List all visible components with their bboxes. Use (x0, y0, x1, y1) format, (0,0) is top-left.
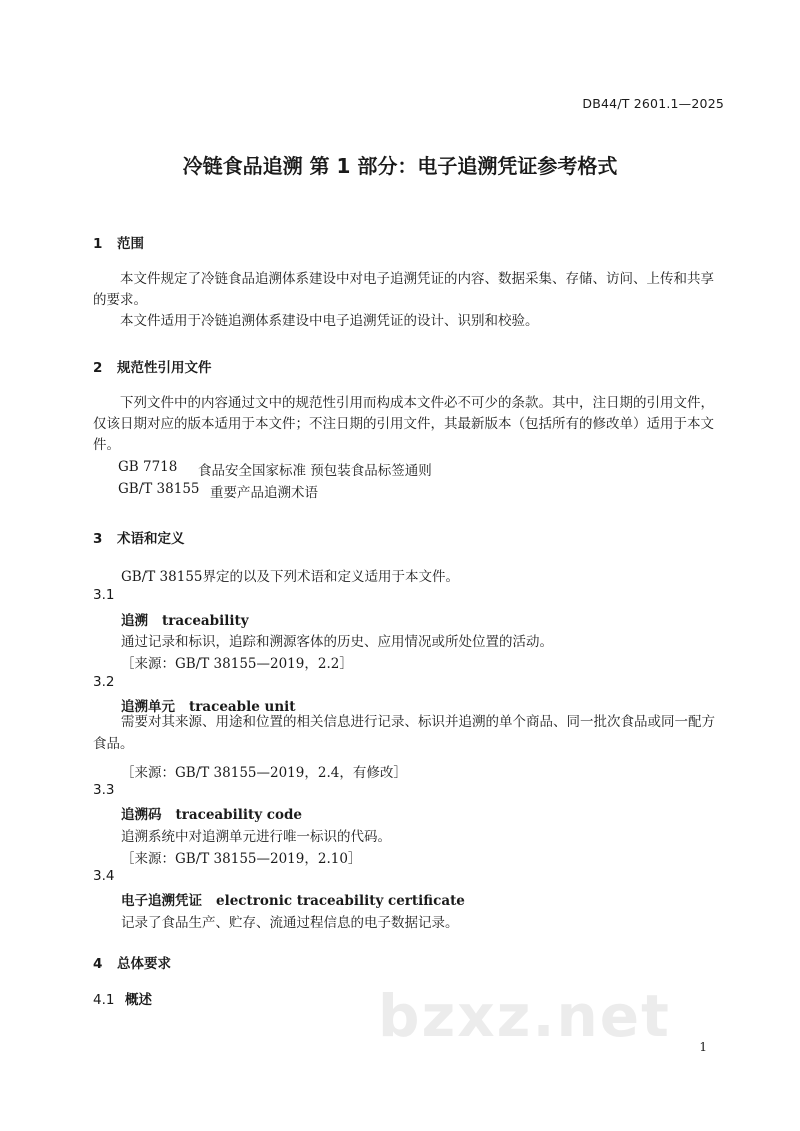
section-2-paragraph: 下列文件中的内容通过文中的规范性引用而构成本文件必不可少的条款。其中，注日期的引用文件，仅该日期对应的版本适用于本文件；不注日期的引用文件，其最新版本（包括所有的修改单）适用于本文件。 (93, 395, 714, 453)
term-zh: 电子追溯凭证 (121, 893, 202, 909)
term-zh: 追溯单元 (121, 699, 175, 715)
section-1-paragraph-1: 本文件规定了冷链食品追溯体系建设中对电子追溯凭证的内容、数据采集、存储、访问、上传和共享的要求。 (93, 271, 714, 308)
section-3-intro: GB/T 38155界定的以及下列术语和定义适用于本文件。 (121, 569, 459, 585)
reference-title: 食品安全国家标准 预包装食品标签通则 (198, 463, 432, 479)
section-title: 术语和定义 (117, 531, 185, 547)
term-name (121, 803, 302, 823)
term-number: 3.2 (93, 674, 115, 690)
term-en: traceability (162, 613, 249, 629)
document-number: DB44/T 2601.1—2025 (582, 96, 724, 111)
term-definition: 需要对其来源、用途和位置的相关信息进行记录、标识并追溯的单个商品、同一批次食品或同一配方食品。 (93, 714, 715, 752)
document-title: 冷链食品追溯 第 1 部分：电子追溯凭证参考格式 (182, 154, 618, 178)
term-source: ［来源：GB/T 38155—2019，2.2］ (121, 656, 353, 672)
section-4-heading (93, 952, 171, 972)
section-2-heading (93, 356, 212, 376)
term-en: electronic traceability certificate (216, 893, 465, 909)
normative-reference (118, 459, 432, 479)
term-number: 3.3 (93, 782, 115, 798)
reference-code: GB/T 38155 (118, 481, 200, 497)
section-1-heading (93, 232, 144, 252)
section-title: 总体要求 (117, 956, 171, 972)
term-number: 3.4 (93, 868, 115, 884)
term-zh: 追溯 (121, 613, 148, 629)
section-number: 3 (93, 531, 103, 547)
reference-code: GB 7718 (118, 459, 178, 475)
term-name (121, 609, 249, 629)
term-name (121, 889, 465, 909)
section-number: 1 (93, 236, 103, 252)
subsection-number: 4.1 (93, 992, 115, 1008)
term-definition: 追溯系统中对追溯单元进行唯一标识的代码。 (121, 829, 391, 845)
watermark: bzxz.net (378, 982, 671, 1050)
page-number: 1 (699, 1040, 707, 1054)
section-3-heading (93, 527, 185, 547)
normative-reference (118, 481, 318, 501)
term-definition: 通过记录和标识，追踪和溯源客体的历史、应用情况或所处位置的活动。 (121, 634, 553, 650)
section-title: 范围 (117, 236, 144, 252)
term-en: traceable unit (189, 699, 296, 715)
term-source: ［来源：GB/T 38155—2019，2.4，有修改］ (121, 765, 407, 781)
section-title: 规范性引用文件 (117, 360, 212, 376)
section-number: 2 (93, 360, 103, 376)
subsection-title: 概述 (125, 992, 152, 1008)
reference-title: 重要产品追溯术语 (210, 485, 318, 501)
term-en: traceability code (175, 807, 303, 823)
term-source: ［来源：GB/T 38155—2019，2.10］ (121, 851, 362, 867)
term-zh: 追溯码 (121, 807, 162, 823)
term-number: 3.1 (93, 587, 115, 603)
section-number: 4 (93, 956, 103, 972)
subsection-4-1-heading (93, 988, 152, 1008)
section-1-paragraph-2: 本文件适用于冷链追溯体系建设中电子追溯凭证的设计、识别和校验。 (120, 313, 539, 329)
term-definition: 记录了食品生产、贮存、流通过程信息的电子数据记录。 (121, 915, 459, 931)
